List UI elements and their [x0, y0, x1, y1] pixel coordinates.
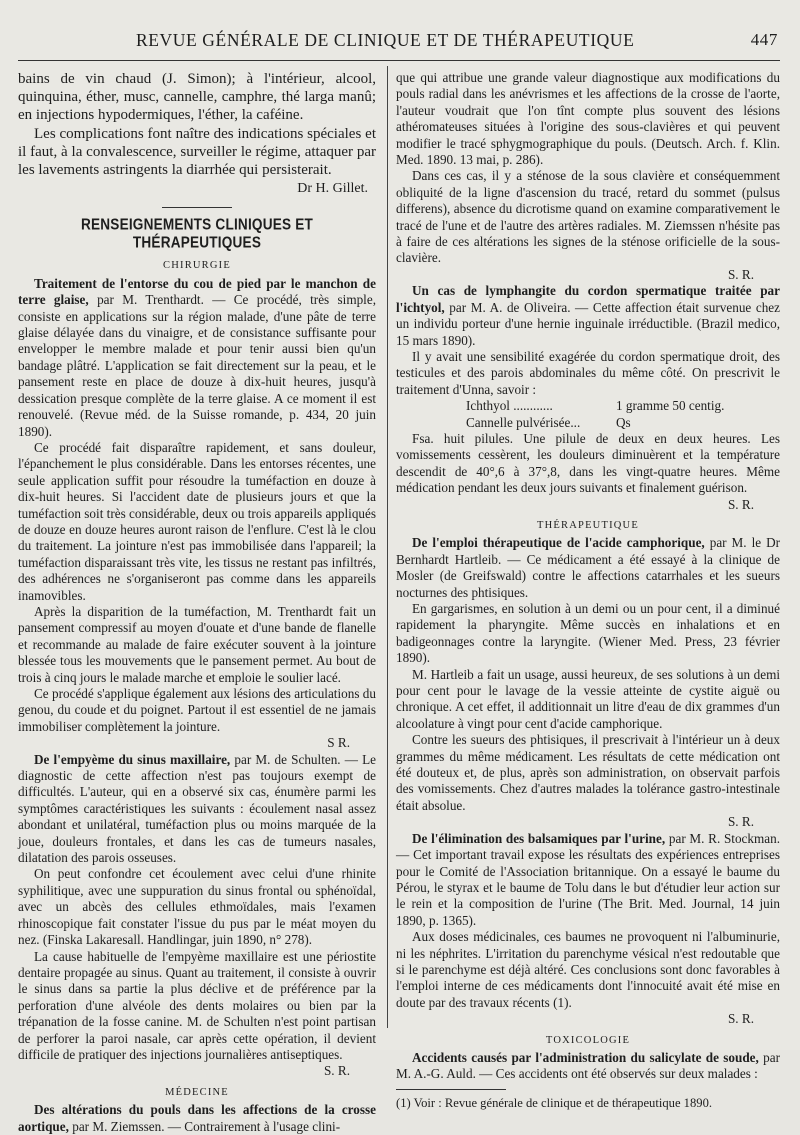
- paragraph: On peut confondre cet écoulement avec celui d'une rhinite syphilitique, avec une suppuration du sinus frontal ou sphénoïdal, avec un abcès des cellules ethmoïdales, mais l'examen rhinoscopique fait constater l'issue du pus par le méat moyen du nez. (Finska Lakaresall. Handlingar, juin 1890, n° 278).: [18, 866, 376, 948]
- paragraph: En gargarismes, en solution à un demi ou un pour cent, il a diminué rapidement la pharyngite. Même succès en inhalations et en badigeonnages contre la laryngite. (Wiener Med. Press, 23 février 1890).: [396, 601, 780, 666]
- paragraph: Il y avait une sensibilité exagérée du cordon spermatique droit, des testicules et des parois abdominales du même côté. On prescrivit le traitement d'Unna, savoir :: [396, 348, 780, 397]
- article-paragraph: [18, 752, 376, 867]
- article-paragraph: [396, 831, 780, 929]
- paragraph: Aux doses médicinales, ces baumes ne provoquent ni l'albuminurie, ni les néphrites. L'irritation du parenchyme vésical n'est redoutable que si le parenchyme est déjà altéré. Ces conclusions sont donc favorables à l'emploi interne de ces médicaments dont l'innocuité avait été mise en doute par des travaux récents (1).: [396, 929, 780, 1010]
- initials: S. R.: [727, 496, 754, 512]
- rubric-heading: TOXICOLOGIE: [545, 1034, 631, 1046]
- article-title: Accidents causés par l'administration du salicylate de soude,: [412, 1049, 759, 1065]
- article-text: par M. R. Stockman. — Cet important travail expose les résultats des expériences entreprises pour le Comité de l'Association britannique. On a essayé le baume du Pérou, le styrax et le baume de Tolu dans le but d'étudier leur action sur le rein et la composition de l'urine (The Brit. Med. Journal, 14 juin 1890, p. 1365).: [396, 830, 780, 928]
- rubric-heading: MÉDECINE: [165, 1086, 229, 1098]
- paragraph: bains de vin chaud (J. Simon); à l'intérieur, alcool, quinquina, éther, musc, cannelle, camphre, thé larga manû; en injections hypodermiques, l'éther, la caféine.: [18, 71, 376, 124]
- section-title: RENSEIGNEMENTS CLINIQUES ET THÉRAPEUTIQUES: [81, 215, 313, 252]
- article-title: Un cas de lymphangite du cordon spermatique traitée par l'ichtyol,: [396, 283, 780, 315]
- paragraph: La cause habituelle de l'empyème maxillaire est une périostite dentaire propagée au sinus. Quant au traitement, il consiste à ouvrir le sinus dans sa partie la plus déclive et de préférence par la perforation d'une alvéole des dents molaires ou bien par la trépanation de la fosse canine. M. de Schulten n'est point partisan de perforer la paroi nasale, car après cette opération, il devient difficile de pratiquer des injections journalières antiseptiques.: [18, 948, 376, 1062]
- paragraph: Contre les sueurs des phtisiques, il prescrivait à l'intérieur un à deux grammes du même médicament. Les résultats de cette médication ont été douteux et, de plus, après son administration, on observait parfois des vomissements. Chez d'autres malades la tolérance gastro-intestinale était absolue.: [396, 732, 780, 813]
- right-column: [396, 70, 780, 1111]
- article-title: De l'emploi thérapeutique de l'acide camphorique,: [412, 535, 705, 551]
- page-number: 447: [750, 30, 778, 49]
- initials: S. R.: [323, 1063, 350, 1079]
- footnote-rule: [396, 1089, 506, 1090]
- column-divider: [387, 66, 388, 1028]
- article-title: De l'empyème du sinus maxillaire,: [34, 751, 231, 767]
- prescription-line: [466, 398, 780, 414]
- initials: S R.: [327, 735, 350, 751]
- article-title: Traitement de l'entorse du cou de pied par le manchon de terre glaise,: [18, 275, 376, 308]
- article-paragraph: [18, 276, 376, 440]
- article-paragraph: [396, 535, 780, 601]
- running-title: REVUE GÉNÉRALE DE CLINIQUE ET DE THÉRAPEUTIQUE: [136, 30, 635, 50]
- article-title: De l'élimination des balsamiques par l'urine,: [412, 830, 666, 846]
- paragraph: M. Hartleib a fait un usage, aussi heureux, de ses solutions à un demi pour cent pour le lavage de la vessie atteinte de cystite aiguë ou chronique. A cet effet, il additionnait un litre d'eau de dix grammes d'un alcoolature à vingt pour cent d'acide camphorique.: [396, 666, 780, 731]
- paragraph: que qui attribue une grande valeur diagnostique aux modifications du pouls radial dans les anévrismes et les affections de la crosse de l'aorte, l'auteur voudrait que l'on tînt compte plus souvent des lésions athéromateuses situées à l'origine des sous-clavières et qui peuvent modifier le tracé sphygmographique du pouls. (Deutsch. Arch. f. Klin. Med. 1890. 13 mai, p. 286).: [396, 70, 780, 168]
- article-paragraph: [396, 1050, 780, 1083]
- rubric-heading: CHIRURGIE: [163, 260, 231, 272]
- article-text: par M. de Schulten. — Le diagnostic de cette affection n'est pas toujours exempt de difficultés. L'auteur, qui en a observé six cas, énumère parmi les symptômes caractéristiques les suivants : écoulement nasal assez abondant et unilatéral, tuméfaction plus ou moins marquée de la joue, douleurs frontales, et dans les cas de tumeurs nasales, dilatation des parois osseuses.: [18, 751, 376, 866]
- paragraph: Après la disparition de la tuméfaction, M. Trenthardt fait un pansement compressif au moyen d'ouate et d'une bande de flanelle et recommande au malade de faire exécuter souvent à la jointure blessée tous les mouvements que le pansement permet. Au bout de trois à cinq jours le malade marche et emploie le soulier lacé.: [18, 603, 376, 685]
- article-text: par M. Ziemssen. — Contrairement à l'usage clini-: [68, 1118, 341, 1134]
- article-title: Des altérations du pouls dans les affections de la crosse aortique,: [18, 1102, 376, 1134]
- article-text: par M. A. de Oliveira. — Cette affection était survenue chez un individu porteur d'une hernie inguinale irréductible. (Brazil medico, 15 mars 1890).: [396, 299, 780, 348]
- paragraph: Dans ces cas, il y a sténose de la sous clavière et conséquemment obliquité de la ligne d'ascension du tracé, retard du sommet (pulsus differens), absence du dicrotisme quand on examine comparativement le tracé de l'une et de l'autre des artères radiales. M. Ziemssen n'hésite pas à faire de ces altérations les signes de la sténose orificielle de la sous-clavière.: [396, 168, 780, 266]
- paragraph: Ce procédé s'applique également aux lésions des articulations du genou, du coude et du poignet. Partout il est essentiel de ne jamais immobiliser complètement la jointure.: [18, 686, 376, 734]
- rubric-heading: THÉRAPEUTIQUE: [537, 519, 639, 531]
- initials: S. R.: [727, 266, 754, 282]
- prescription-item: Ichthyol ............: [466, 398, 553, 414]
- header-rule: [18, 60, 780, 61]
- prescription-dose: Qs: [616, 414, 631, 430]
- section-separator: [162, 207, 232, 208]
- initials: S. R.: [727, 1011, 754, 1027]
- author-signature: Dr H. Gillet.: [297, 181, 368, 197]
- prescription-dose: 1 gramme 50 centig.: [616, 398, 725, 414]
- initials: S. R.: [727, 814, 754, 830]
- prescription-item: Cannelle pulvérisée...: [466, 414, 581, 430]
- article-text: par M. A.-G. Auld. — Ces accidents ont été observés sur deux malades :: [396, 1049, 780, 1082]
- paragraph: Les complications font naître des indications spéciales et il faut, à la convalescence, surveiller le régime, attaquer par les lavements astringents la diarrhée qui persisterait.: [18, 125, 376, 179]
- article-text: par M. Trenthardt. — Ce procédé, très simple, consiste en applications sur la région malade, d'une pâte de terre glaise délayée dans du vinaigre, et de consistance suffisante pour envelopper le membre malade et pour tenir aussi bien qu'un bandage plâtré. L'application se fait directement sur la peau, et le pansement reste en place de douze à dix-huit heures, jusqu'à dessication presque complète de la terre glaise. A ce moment il est renouvelé. (Revue méd. de la Suisse romande, p. 434, 20 juin 1890).: [18, 292, 376, 439]
- prescription-line: [466, 415, 780, 431]
- article-text: par M. le Dr Bernhardt Hartleib. — Ce médicament a été essayé à la clinique de Mosler (de Greifswald) contre le affections catarrhales et les sueurs nocturnes des phtisiques.: [396, 535, 780, 600]
- article-paragraph: [396, 283, 780, 349]
- paragraph: Ce procédé fait disparaître rapidement, et sans douleur, l'épanchement le plus considérable. Dans les entorses récentes, une seule application suffit pour résoudre la tuméfaction en douze à dix-huit heures. Si l'accident date de plusieurs jours et que la tuméfaction soit très considérable, deux ou trois appareils appliqués de douze en douze heures auront raison de l'enflure. C'est là le clou du traitement. La jointure n'est pas immobilisée dans l'appareil; la tuméfaction disparaissant très vite, les tissus ne restant pas infiltrés, des adhérences ne s'organiseront pas comme dans les appareils inamovibles.: [18, 439, 376, 603]
- paragraph: Fsa. huit pilules. Une pilule de deux en deux heures. Les vomissements cessèrent, les douleurs diminuèrent et la température descendit de 40°,6 à 37°,8, dans les vingt-quatre heures. Même médication pendant les deux jours suivants et finalement guérison.: [396, 430, 780, 496]
- article-paragraph: [18, 1102, 376, 1135]
- footnote: (1) Voir : Revue générale de clinique et de thérapeutique 1890.: [396, 1095, 713, 1110]
- left-column: [18, 70, 376, 1135]
- running-header: [18, 30, 778, 54]
